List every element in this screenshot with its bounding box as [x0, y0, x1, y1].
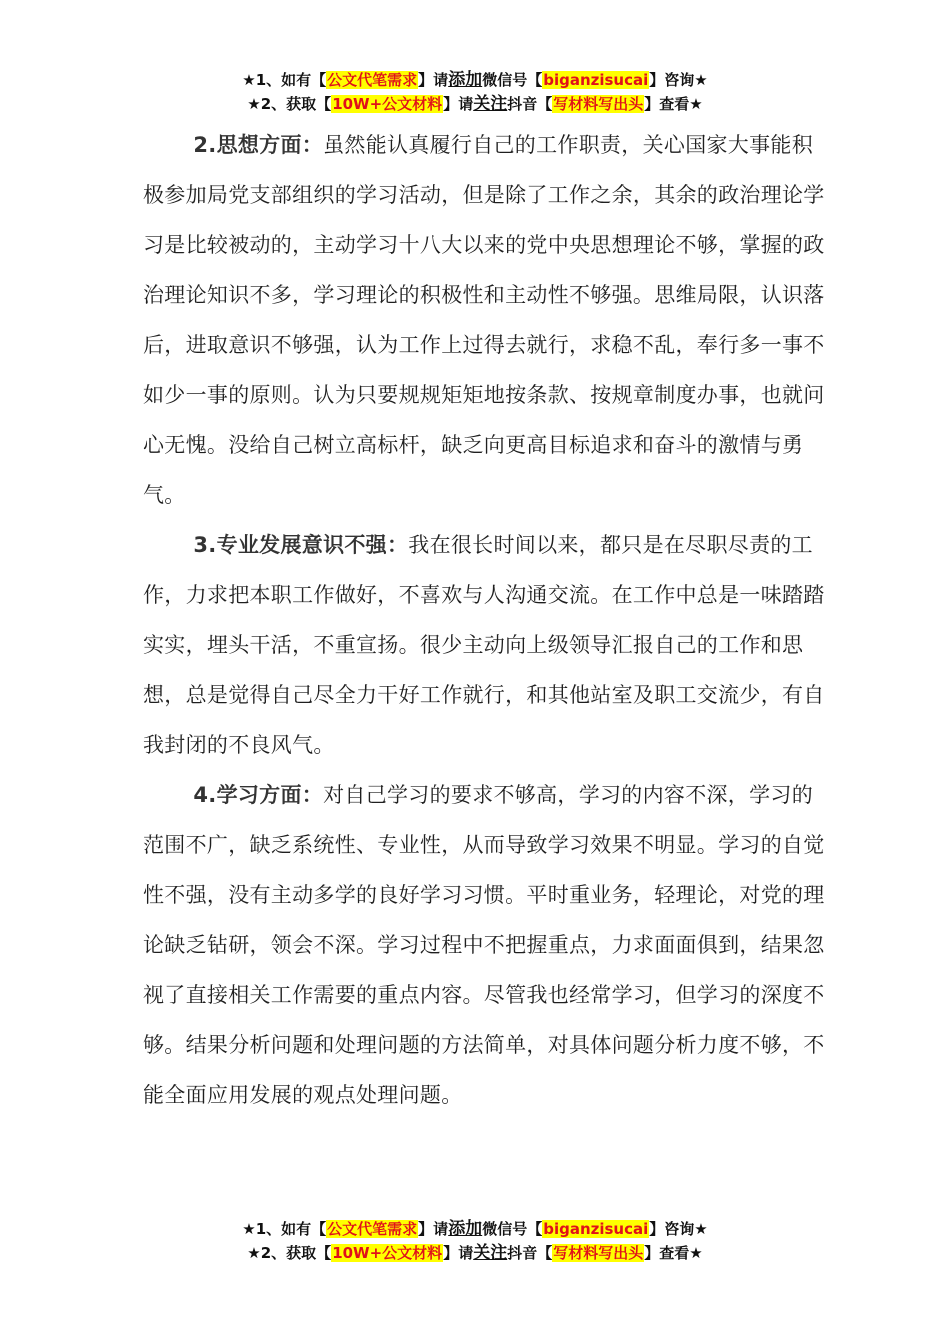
paragraph-heading: 2.思想方面： [193, 133, 324, 157]
banner-line-2 [0, 92, 950, 116]
banner-line-1 [0, 1217, 950, 1241]
banner-line-1 [0, 68, 950, 92]
banner-emphasis: 添加 [448, 1219, 483, 1239]
banner-text: 抖音【 [507, 95, 553, 113]
banner-text: ★2、获取【 [247, 1244, 332, 1262]
banner-text: 】查看★ [644, 1244, 703, 1262]
paragraph-text: 我在很长时间以来，都只是在尽职尽责的工作，力求把本职工作做好，不喜欢与人沟通交流。在工作中总是一味踏踏实实，埋头干活，不重宣扬。很少主动向上级领导汇报自己的工作和思想，总是觉得自己尽全力干好工作就行，和其他站室及职工交流少，有自我封闭的不良风气。 [143, 533, 825, 757]
banner-highlight: biganzisucai [543, 1220, 649, 1238]
banner-line-2 [0, 1241, 950, 1265]
banner-text: 】请 [418, 1220, 449, 1238]
paragraph [143, 120, 831, 520]
banner-text: 】请 [443, 1244, 474, 1262]
banner-highlight: biganzisucai [543, 71, 649, 89]
banner-text: ★2、获取【 [247, 95, 332, 113]
paragraph [143, 520, 831, 770]
banner-text: 抖音【 [507, 1244, 553, 1262]
paragraph-heading: 3.专业发展意识不强： [193, 533, 409, 557]
banner-text: 】请 [418, 71, 449, 89]
paragraph-text: 对自己学习的要求不够高，学习的内容不深，学习的范围不广，缺乏系统性、专业性，从而导致学习效果不明显。学习的自觉性不强，没有主动多学的良好学习习惯。平时重业务，轻理论，对党的理论缺乏钻研，领会不深。学习过程中不把握重点，力求面面俱到，结果忽视了直接相关工作需要的重点内容。尽管我也经常学习，但学习的深度不够。结果分析问题和处理问题的方法简单，对具体问题分析力度不够，不能全面应用发展的观点处理问题。 [143, 783, 825, 1107]
banner-highlight: 公文代笔需求 [327, 1220, 418, 1238]
banner-highlight: 写材料写出头 [553, 95, 644, 113]
bottom-banner [0, 1217, 950, 1265]
banner-highlight: 10W+公文材料 [332, 95, 443, 113]
banner-text: ★1、如有【 [242, 1220, 327, 1238]
paragraph [143, 770, 831, 1120]
banner-text: 微信号【 [482, 71, 543, 89]
banner-text: 】查看★ [644, 95, 703, 113]
banner-text: ★1、如有【 [242, 71, 327, 89]
banner-text: 】咨询★ [649, 1220, 708, 1238]
banner-text: 】咨询★ [649, 71, 708, 89]
top-banner [0, 68, 950, 116]
banner-highlight: 10W+公文材料 [332, 1244, 443, 1262]
banner-text: 微信号【 [482, 1220, 543, 1238]
document-body [143, 120, 831, 1120]
banner-emphasis: 关注 [473, 1243, 508, 1263]
banner-emphasis: 关注 [473, 94, 508, 114]
banner-highlight: 写材料写出头 [553, 1244, 644, 1262]
banner-emphasis: 添加 [448, 70, 483, 90]
banner-text: 】请 [443, 95, 474, 113]
paragraph-text: 虽然能认真履行自己的工作职责，关心国家大事能积极参加局党支部组织的学习活动，但是除了工作之余，其余的政治理论学习是比较被动的，主动学习十八大以来的党中央思想理论不够，掌握的政治理论知识不多，学习理论的积极性和主动性不够强。思维局限，认识落后，进取意识不够强，认为工作上过得去就行，求稳不乱，奉行多一事不如少一事的原则。认为只要规规矩矩地按条款、按规章制度办事，也就问心无愧。没给自己树立高标杆，缺乏向更高目标追求和奋斗的激情与勇气。 [143, 133, 825, 507]
banner-highlight: 公文代笔需求 [327, 71, 418, 89]
paragraph-heading: 4.学习方面： [193, 783, 324, 807]
